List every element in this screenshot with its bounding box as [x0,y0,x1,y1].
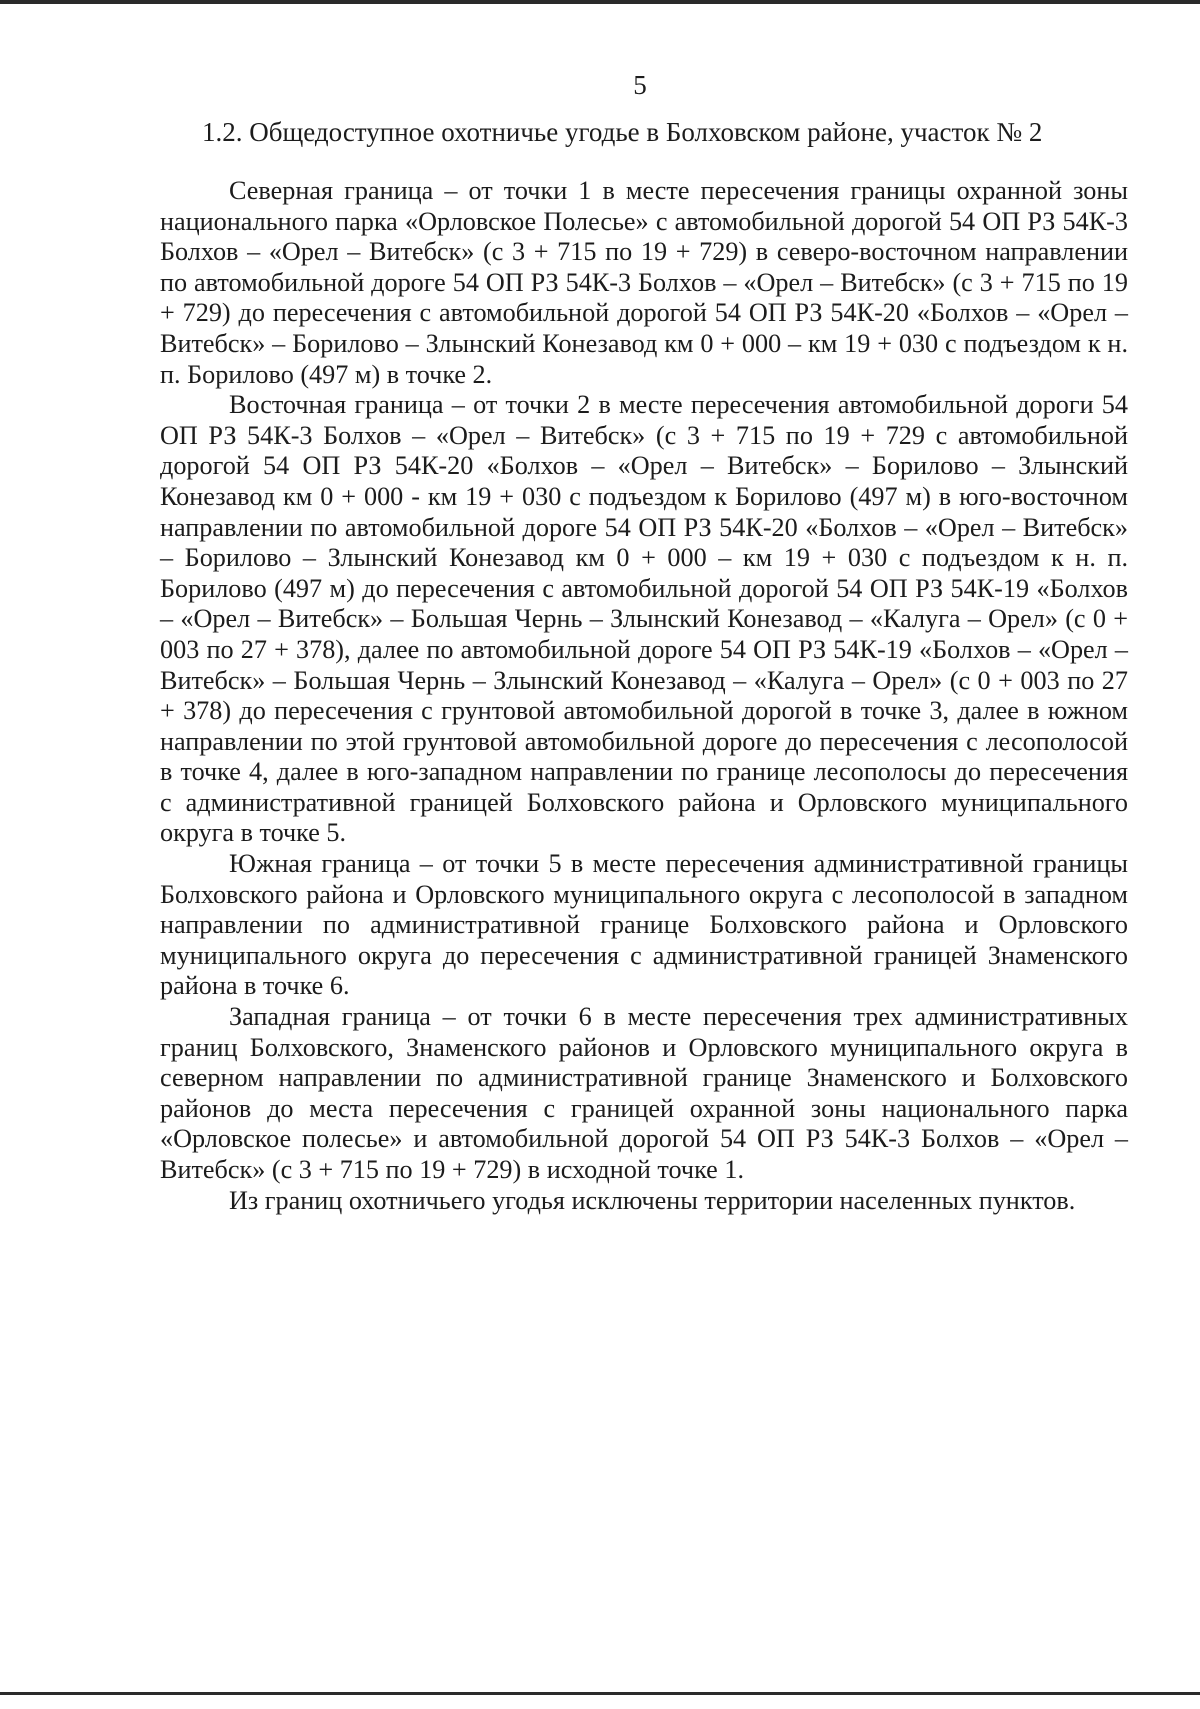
scan-border-top [0,0,1200,4]
paragraph-west-boundary: Западная граница – от точки 6 в месте пересечения трех административных границ Болховского, Знаменского районов и Орловского муниципального округа в северном направлении по административной границе Знаменского и Болховского районов до места пересечения с границей охранной зоны национального парка «Орловское полесье» и автомобильной дорогой 54 ОП РЗ 54К-3 Болхов – «Орел – Витебск» (с 3 + 715 по 19 + 729) в исходной точке 1. [160,1002,1128,1184]
section-heading: 1.2. Общедоступное охотничье угодье в Болховском районе, участок № 2 [202,117,1043,147]
page-number: 5 [633,70,647,100]
document-body [160,176,1128,1216]
paragraph-south-boundary: Южная граница – от точки 5 в месте пересечения административной границы Болховского района и Орловского муниципального округа с лесополосой в западном направлении по административной границе Болховского района и Орловского муниципального округа до пересечения с административной границей Знаменского района в точке 6. [160,849,1128,1001]
paragraph-north-boundary: Северная граница – от точки 1 в месте пересечения границы охранной зоны национального парка «Орловское Полесье» с автомобильной дорогой 54 ОП РЗ 54К-3 Болхов – «Орел – Витебск» (с 3 + 715 по 19 + 729) в северо-восточном направлении по автомобильной дороге 54 ОП РЗ 54К-3 Болхов – «Орел – Витебск» (с 3 + 715 по 19 + 729) до пересечения с автомобильной дорогой 54 ОП РЗ 54К-20 «Болхов – «Орел – Витебск» – Борилово – Злынский Конезавод км 0 + 000 – км 19 + 030 с подъездом к н. п. Борилово (497 м) в точке 2. [160,176,1128,389]
scan-border-bottom [0,1692,1200,1695]
paragraph-exclusions: Из границ охотничьего угодья исключены территории населенных пунктов. [229,1185,1076,1215]
paragraph-east-boundary: Восточная граница – от точки 2 в месте пересечения автомобильной дороги 54 ОП РЗ 54К-3 Болхов – «Орел – Витебск» (с 3 + 715 по 19 + 729 с автомобильной дорогой 54 ОП РЗ 54К-20 «Болхов – «Орел – Витебск» – Борилово – Злынский Конезавод км 0 + 000 - км 19 + 030 с подъездом к Борилово (497 м) в юго-восточном направлении по автомобильной дороге 54 ОП РЗ 54К-20 «Болхов – «Орел – Витебск» – Борилово – Злынский Конезавод км 0 + 000 – км 19 + 030 с подъездом к н. п. Борилово (497 м) до пересечения с автомобильной дорогой 54 ОП РЗ 54К-19 «Болхов – «Орел – Витебск» – Большая Чернь – Злынский Конезавод – «Калуга – Орел» (с 0 + 003 по 27 + 378), далее по автомобильной дороге 54 ОП РЗ 54К-19 «Болхов – «Орел – Витебск» – Большая Чернь – Злынский Конезавод – «Калуга – Орел» (с 0 + 003 по 27 + 378) до пересечения с грунтовой автомобильной дорогой в точке 3, далее в южном направлении по этой грунтовой автомобильной дороге до пересечения с лесополосой в точке 4, далее в юго-западном направлении по границе лесополосы до пересечения с административной границей Болховского района и Орловского муниципального округа в точке 5. [160,390,1128,848]
